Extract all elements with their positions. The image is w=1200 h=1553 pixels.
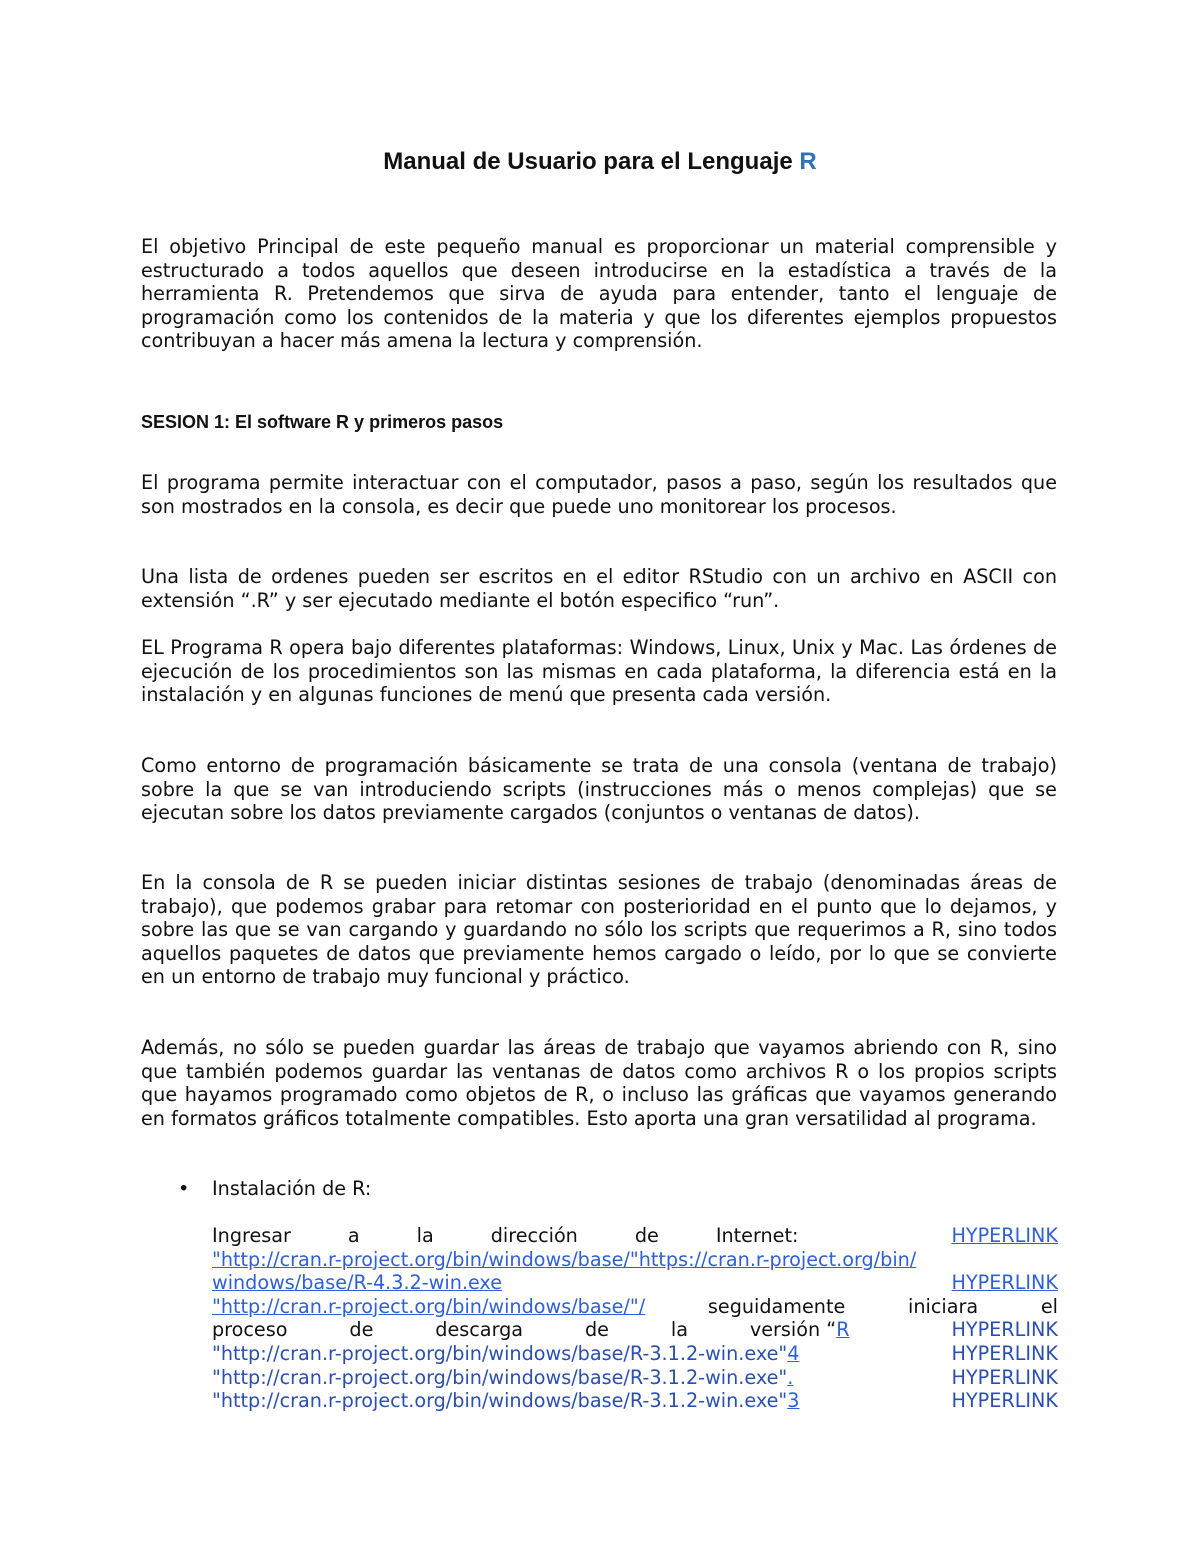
- install-line-3: [212, 1271, 1058, 1295]
- install-word: de: [634, 1224, 659, 1247]
- install-word: “: [826, 1318, 837, 1342]
- paragraph-6: Además, no sólo se pueden guardar las áreas de trabajo que vayamos abriendo con R, sino que también podemos guardar las ventanas de datos como archivos R o los propios scripts que hayamos programado como objetos de R, o incluso las gráficas que vayamos generando en formatos gráficos totalmente compatibles. Esto aporta una gran versatilidad al programa.: [141, 1036, 1057, 1130]
- hyperlink-cran-base[interactable]: "http://cran.r-project.org/bin/windows/base/"/: [212, 1294, 646, 1318]
- bullet-item: [178, 1177, 371, 1201]
- install-line-1: [212, 1224, 1058, 1248]
- paragraph-2: Una lista de ordenes pueden ser escritos en el editor RStudio con un archivo en ASCII con extensión “.R” y ser ejecutado mediante el botón especifico “run”.: [141, 565, 1057, 612]
- hyperlink-cran-2[interactable]: "http://cran.r-project.org/bin/windows/base/"https://cran.r-project.org/bin/: [212, 1247, 917, 1271]
- install-word: de: [349, 1318, 374, 1342]
- install-word: seguidamente: [707, 1294, 846, 1318]
- install-block: [212, 1224, 1058, 1413]
- hyperlink-version-4[interactable]: 4: [787, 1341, 800, 1365]
- paragraph-3: EL Programa R opera bajo diferentes plataformas: Windows, Linux, Unix y Mac. Las órdenes de ejecución de los procedimientos son las mismas en cada plataforma, la diferencia está en la instalación y en algunas funciones de menú que presenta cada versión.: [141, 636, 1057, 707]
- install-line-4: [212, 1295, 1058, 1319]
- install-word: la: [416, 1224, 434, 1247]
- bullet-icon: •: [178, 1177, 190, 1200]
- hyperlink-field-code: "http://cran.r-project.org/bin/windows/base/R-3.1.2-win.exe": [212, 1365, 788, 1389]
- install-word: dirección: [490, 1224, 578, 1247]
- install-word: versión: [749, 1318, 821, 1342]
- hyperlink-field-code: HYPERLINK: [951, 1341, 1058, 1365]
- install-word: de: [584, 1318, 609, 1342]
- install-line-8: [212, 1389, 1058, 1413]
- install-word: proceso: [212, 1318, 288, 1342]
- section-heading: SESION 1: El software R y primeros pasos: [141, 412, 504, 432]
- hyperlink-field-code: "http://cran.r-project.org/bin/windows/base/R-3.1.2-win.exe": [212, 1389, 788, 1413]
- paragraph-4: Como entorno de programación básicamente se trata de una consola (ventana de trabajo) sobre la que se van introduciendo scripts (instrucciones más o menos complejas) que se ejecutan sobre los datos previamente cargados (conjuntos o ventanas de datos).: [141, 754, 1057, 825]
- install-word: Internet:: [715, 1224, 799, 1247]
- install-word: a: [347, 1224, 360, 1247]
- hyperlink-field-code: HYPERLINK: [951, 1389, 1058, 1413]
- install-word: el: [1040, 1294, 1058, 1318]
- install-line-2: [212, 1248, 1058, 1272]
- install-word: descarga: [435, 1318, 524, 1342]
- bullet-label: Instalación de R:: [212, 1177, 372, 1200]
- install-word: iniciara: [908, 1294, 979, 1318]
- hyperlink-cran-1[interactable]: HYPERLINK: [951, 1224, 1058, 1247]
- hyperlink-r-version[interactable]: R: [836, 1318, 850, 1342]
- install-word: Ingresar: [212, 1224, 291, 1247]
- hyperlink-field-code: "http://cran.r-project.org/bin/windows/base/R-3.1.2-win.exe": [212, 1341, 788, 1365]
- install-word: la: [670, 1318, 688, 1342]
- hyperlink-r-win-exe[interactable]: windows/base/R-4.3.2-win.exe: [212, 1271, 503, 1295]
- document-title: [0, 148, 1200, 176]
- intro-paragraph: El objetivo Principal de este pequeño manual es proporcionar un material comprensible y estructurado a todos aquellos que deseen introducirse en la estadística a través de la herramienta R. Pretendemos que sirva de ayuda para entender, tanto el lenguaje de programación como los contenidos de la materia y que los diferentes ejemplos propuestos contribuyan a hacer más amena la lectura y comprensión.: [141, 235, 1057, 353]
- hyperlink-cran-3[interactable]: HYPERLINK: [951, 1271, 1058, 1295]
- install-line-6: [212, 1342, 1058, 1366]
- title-main: Manual de Usuario para el Lenguaje: [383, 148, 793, 175]
- hyperlink-field-code: HYPERLINK: [951, 1365, 1058, 1389]
- hyperlink-version-3[interactable]: 3: [787, 1389, 800, 1413]
- hyperlink-field-code: HYPERLINK: [951, 1318, 1058, 1342]
- install-line-5: [212, 1318, 1058, 1342]
- title-accent: R: [799, 148, 817, 175]
- install-line-7: [212, 1366, 1058, 1390]
- hyperlink-version-dot[interactable]: .: [787, 1365, 794, 1389]
- paragraph-5: En la consola de R se pueden iniciar distintas sesiones de trabajo (denominadas áreas de trabajo), que podemos grabar para retomar con posterioridad en el punto que lo dejamos, y sobre las que se van cargando y guardando no sólo los scripts que requerimos a R, sino todos aquellos paquetes de datos que previamente hemos cargado o leído, por lo que se convierte en un entorno de trabajo muy funcional y práctico.: [141, 871, 1057, 989]
- paragraph-1: El programa permite interactuar con el computador, pasos a paso, según los resultados que son mostrados en la consola, es decir que puede uno monitorear los procesos.: [141, 471, 1057, 518]
